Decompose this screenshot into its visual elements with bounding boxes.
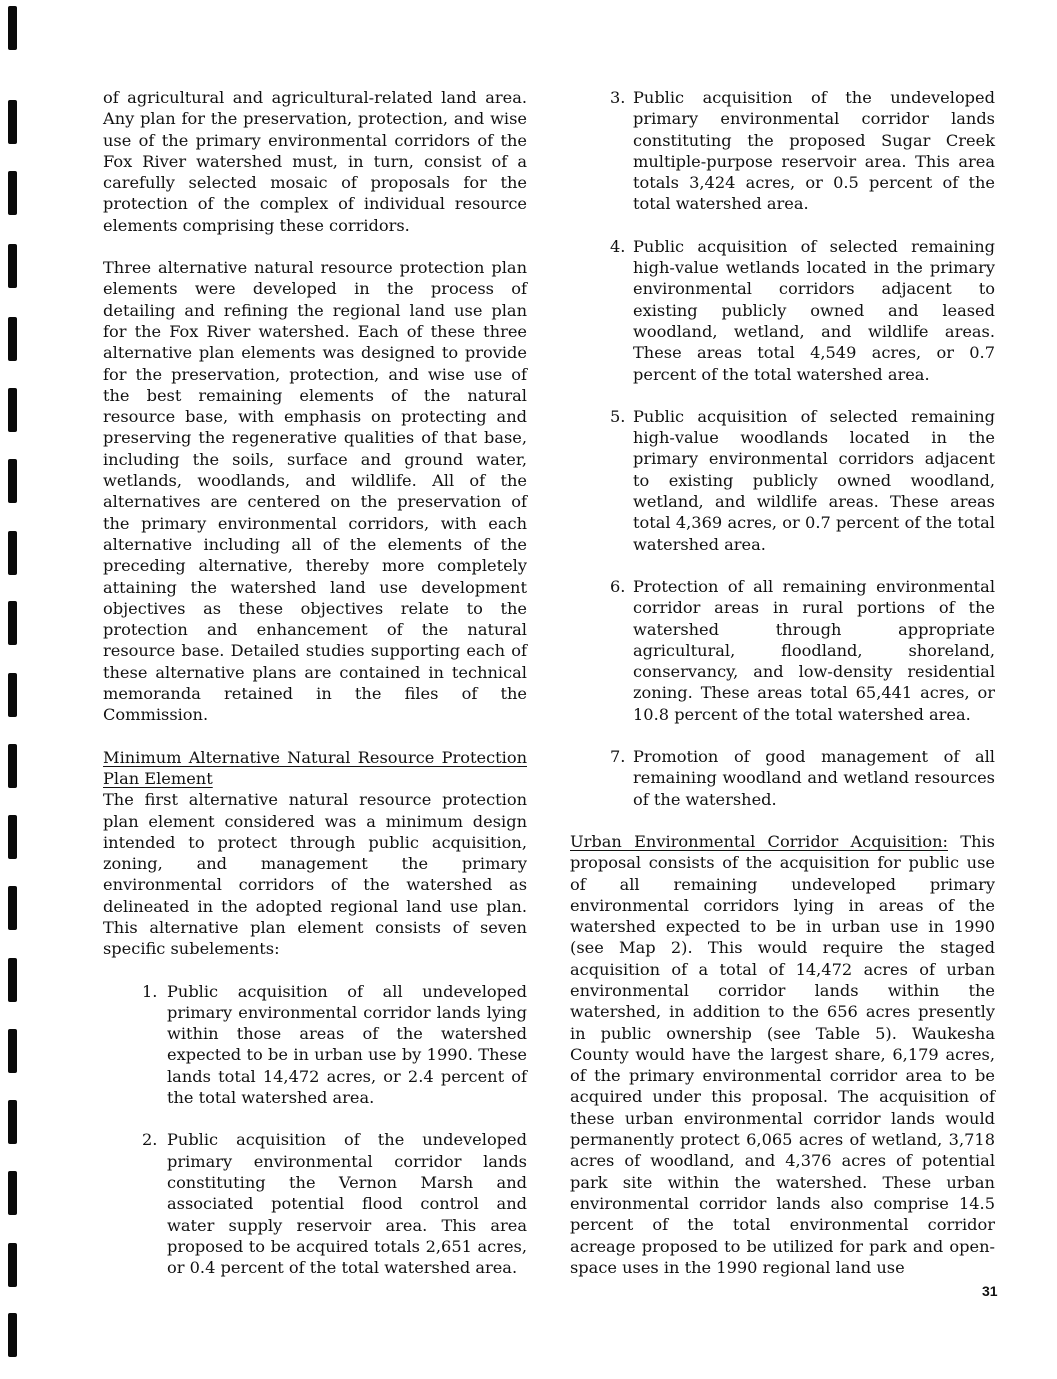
binding-mark [8,815,17,859]
paragraph-continuation: of agricultural and agricultural-related land area. Any plan for the preservation, protection, and wise use of the primary environmental corridors of the Fox River watershed must, in turn, consist of a carefully selected mosaic of proposals for the protection of the complex of individual resource elements comprising these corridors. [103,88,527,235]
binding-mark [8,459,17,503]
binding-mark [8,1313,17,1357]
paragraph-minimum-alternative: The first alternative natural resource protection plan element considered was a minimum design intended to protect through public acquisition, zoning, and management the primary environmental corridors of the watershed as delineated in the adopted regional land use plan. This alternative plan element consists of seven specific subelements: [103,790,527,959]
subelement-list-part2 [570,87,995,810]
inline-heading-urban-corridor: Urban Environmental Corridor Acquisition: [570,831,948,851]
list-item-number: 2. [142,1130,158,1150]
list-item [103,1129,527,1278]
list-item [570,87,995,215]
right-column [570,87,995,1278]
subelement-list-part1 [103,981,527,1279]
paragraph-three-alternatives: Three alternative natural resource protection plan elements were developed in the process of detailing and refining the regional land use plan for the Fox River watershed. Each of these three alternative plan elements was designed to provide for the preservation, protection, and wise use of the best remaining elements of the natural resource base, with emphasis on protecting and preserving the regenerative qualities of that base, including the soils, surface and ground water, wetlands, woodlands, and wildlife. All of the alternatives are centered on the preservation of the primary environmental corridors, with each alternative including all of the elements of the preceding alternative, thereby more completely attaining the watershed land use development objectives as these objectives relate to the protection and enhancement of the natural resource base. Detailed studies supporting each of these alternative plans are contained in technical memoranda retained in the files of the Commission. [103,258,527,725]
list-item [570,746,995,810]
list-item-number: 6. [610,576,626,596]
page-number: 31 [982,1283,998,1299]
binding-mark [8,100,17,144]
binding-mark [8,388,17,432]
paragraph-urban-corridor-acquisition [570,831,995,1278]
list-item [103,981,527,1109]
list-item-text: Promotion of good management of all remaining woodland and wetland resources of the watershed. [633,747,995,809]
binding-mark [8,1243,17,1287]
binding-mark [8,1171,17,1215]
binding-holes [8,0,22,1379]
urban-corridor-text: This proposal consists of the acquisition for public use of all remaining undeveloped primary environmental corridors lying in areas of the watershed expected to be in urban use in 1990 (see Map 2). This would require the staged acquisition of a total of 14,472 acres of urban environmental corridor lands within the watershed, in addition to the 656 acres presently in public ownership (see Table 5). Waukesha County would have the largest share, 6,179 acres, of the primary environmental corridor area to be acquired under this proposal. The acquisition of these urban environmental corridor lands would permanently protect 6,065 acres of wetland, 3,718 acres of woodland, and 4,376 acres of potential park site within the watershed. These urban environmental corridor lands also comprise 14.5 percent of the total environmental corridor acreage proposed to be utilized for park and open-space uses in the 1990 regional land use [570,831,995,1277]
binding-mark [8,531,17,575]
list-item-text: Public acquisition of the undeveloped primary environmental corridor lands constituting the proposed Sugar Creek multiple-purpose reservoir area. This area totals 3,424 acres, or 0.5 percent of the total watershed area. [633,88,995,214]
list-item [570,576,995,725]
binding-mark [8,886,17,930]
section-heading-minimum-alternative: Minimum Alternative Natural Resource Protection Plan Element [103,747,527,788]
binding-mark [8,6,17,50]
list-item-number: 7. [610,747,626,767]
binding-mark [8,673,17,717]
list-item-text: Public acquisition of selected remaining high-value wetlands located in the primary environmental corridors adjacent to existing publicly owned and leased woodland, wetland, and wildlife areas. These areas total 4,549 acres, or 0.7 percent of the total watershed area. [633,236,995,384]
binding-mark [8,244,17,288]
list-item-text: Public acquisition of selected remaining high-value woodlands located in the primary environmental corridors adjacent to existing publicly owned woodland, wetland, and wildlife areas. These areas total 4,369 acres, or 0.7 percent of the total watershed area. [633,406,995,554]
binding-mark [8,744,17,788]
list-item [570,236,995,385]
list-item-number: 5. [610,406,626,426]
list-item-text: Public acquisition of the undeveloped primary environmental corridor lands constituting the Vernon Marsh and associated potential flood control and water supply reservoir area. This area proposed to be acquired totals 2,651 acres, or 0.4 percent of the total watershed area. [167,1130,527,1278]
binding-mark [8,317,17,361]
binding-mark [8,1100,17,1144]
list-item-number: 4. [610,236,626,256]
binding-mark [8,601,17,645]
binding-mark [8,1029,17,1073]
list-item-number: 1. [142,981,158,1001]
list-item-number: 3. [610,88,626,107]
list-item-text: Public acquisition of all undeveloped primary environmental corridor lands lying within those areas of the watershed expected to be in urban use by 1990. These lands total 14,472 acres, or 2.4 percent of the total watershed area. [167,981,527,1108]
left-column [103,87,527,1299]
list-item-text: Protection of all remaining environmental corridor areas in rural portions of the watershed through appropriate agricultural, floodland, shoreland, conservancy, and low-density residential zoning. These areas total 65,441 acres, or 10.8 percent of the total watershed area. [633,576,995,724]
list-item [570,406,995,555]
binding-mark [8,958,17,1002]
binding-mark [8,171,17,215]
